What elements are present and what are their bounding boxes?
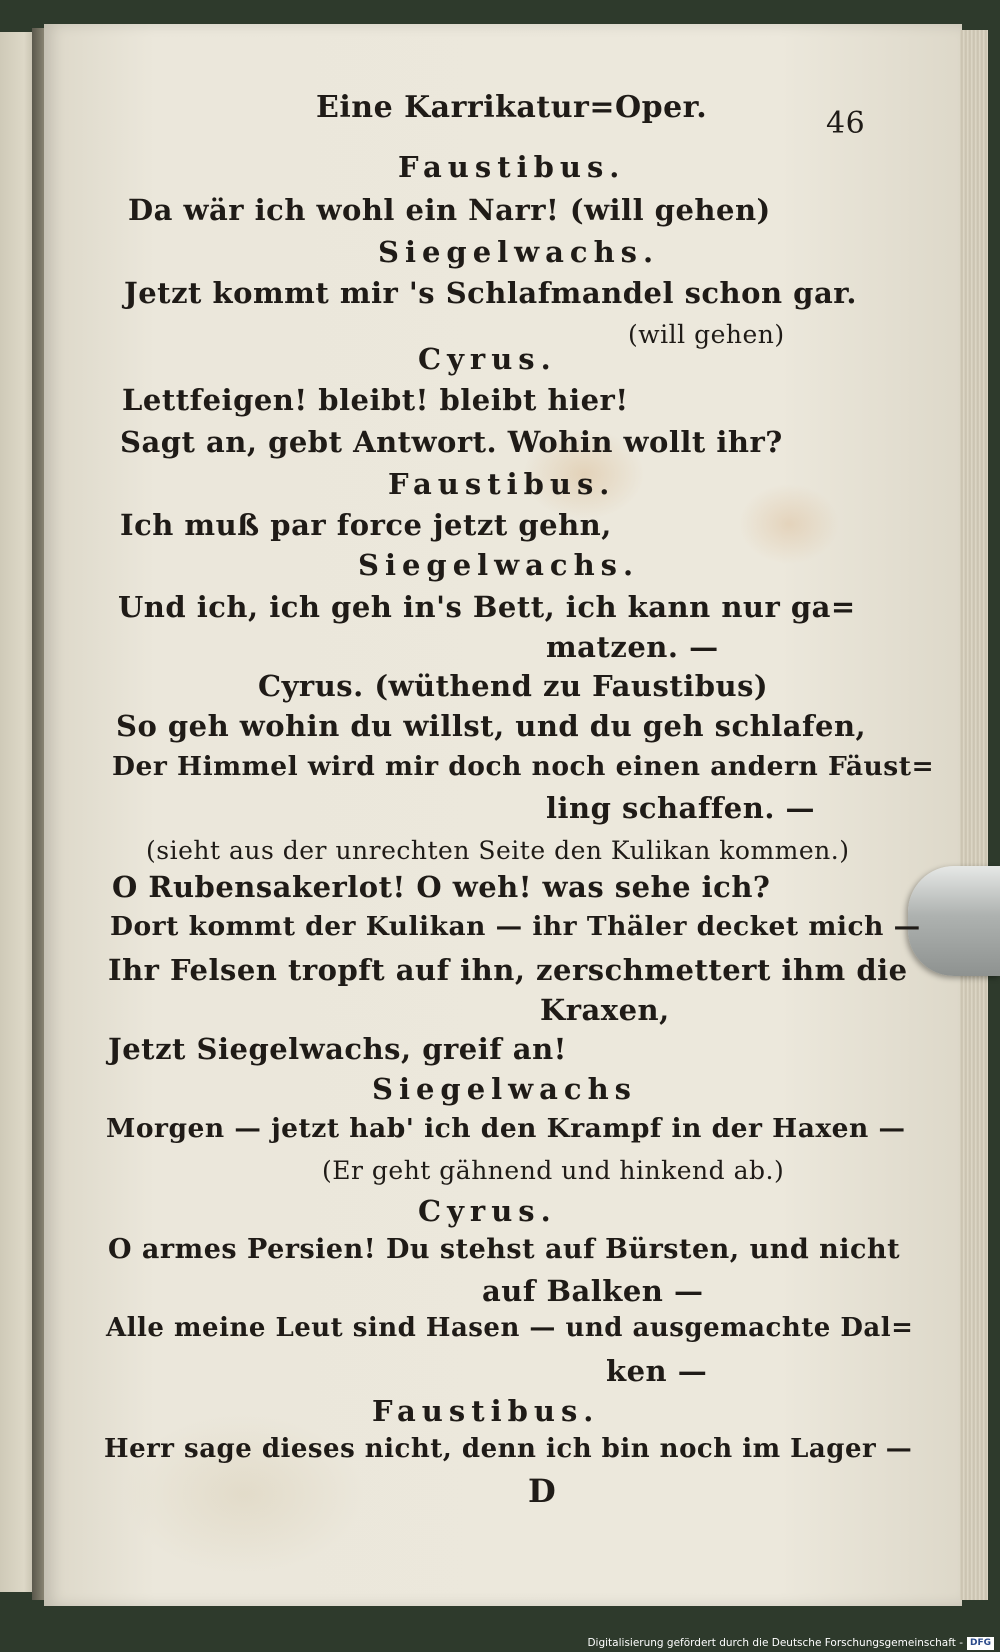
speaker-name: Faustibus.	[372, 1394, 600, 1428]
verse-line: Jetzt kommt mir 's Schlafmandel schon gar.	[124, 276, 857, 310]
verse-line: Lettfeigen! bleibt! bleibt hier!	[122, 383, 629, 417]
verse-line: Ich muß par force jetzt gehn,	[120, 508, 612, 542]
verse-line: Morgen — jetzt hab' ich den Krampf in der Haxen —	[106, 1113, 906, 1144]
stage-direction: (sieht aus der unrechten Seite den Kulikan kommen.)	[146, 836, 850, 865]
verse-line-continuation: ling schaffen. —	[546, 791, 816, 825]
dfg-logo: DFG	[967, 1637, 994, 1650]
verse-line: So geh wohin du willst, und du geh schlafen,	[116, 709, 867, 743]
verse-line-continuation: matzen. —	[546, 630, 719, 664]
digitization-credit	[587, 1634, 994, 1652]
speaker-name: Faustibus.	[398, 150, 626, 184]
verse-line: Und ich, ich geh in's Bett, ich kann nur ga=	[118, 590, 856, 624]
verse-line: Da wär ich wohl ein Narr! (will gehen)	[128, 193, 771, 227]
page-number: 46	[826, 106, 866, 141]
verse-line: Sagt an, gebt Antwort. Wohin wollt ihr?	[120, 425, 783, 459]
credit-text: Digitalisierung gefördert durch die Deutsche Forschungsgemeinschaft -	[587, 1637, 963, 1649]
verse-line-continuation: ken —	[606, 1354, 708, 1388]
signature-mark: D	[528, 1472, 557, 1510]
page-stack-edge	[960, 30, 988, 1600]
speaker-name-with-direction: Cyrus. (wüthend zu Faustibus)	[258, 669, 769, 703]
speaker-name: Cyrus.	[418, 342, 557, 376]
verse-line-continuation: auf Balken —	[482, 1274, 704, 1308]
verse-line: O Rubensakerlot! O weh! was sehe ich?	[112, 870, 771, 904]
speaker-name: Siegelwachs	[372, 1072, 637, 1106]
speaker-name: Siegelwachs.	[378, 235, 660, 269]
stage-direction: (Er geht gähnend und hinkend ab.)	[322, 1156, 785, 1185]
verse-line: Alle meine Leut sind Hasen — und ausgemachte Dal=	[106, 1313, 914, 1343]
speaker-name: Siegelwachs.	[358, 548, 640, 582]
verse-line: Dort kommt der Kulikan — ihr Thäler decket mich —	[110, 911, 921, 942]
verse-line: Jetzt Siegelwachs, greif an!	[108, 1032, 567, 1066]
verse-line: Der Himmel wird mir doch noch einen andern Fäust=	[112, 751, 935, 782]
stage-direction: (will gehen)	[628, 320, 785, 349]
verse-line: Herr sage dieses nicht, denn ich bin noch im Lager —	[104, 1434, 913, 1464]
speaker-name: Cyrus.	[418, 1194, 557, 1228]
running-title: Eine Karrikatur=Oper.	[316, 90, 708, 125]
verse-line: Ihr Felsen tropft auf ihn, zerschmettert ihm die	[108, 953, 908, 987]
scanner-clip	[908, 866, 1000, 976]
verse-line-continuation: Kraxen,	[540, 993, 670, 1027]
speaker-name: Faustibus.	[388, 467, 616, 501]
verse-line: O armes Persien! Du stehst auf Bürsten, und nicht	[108, 1234, 901, 1265]
